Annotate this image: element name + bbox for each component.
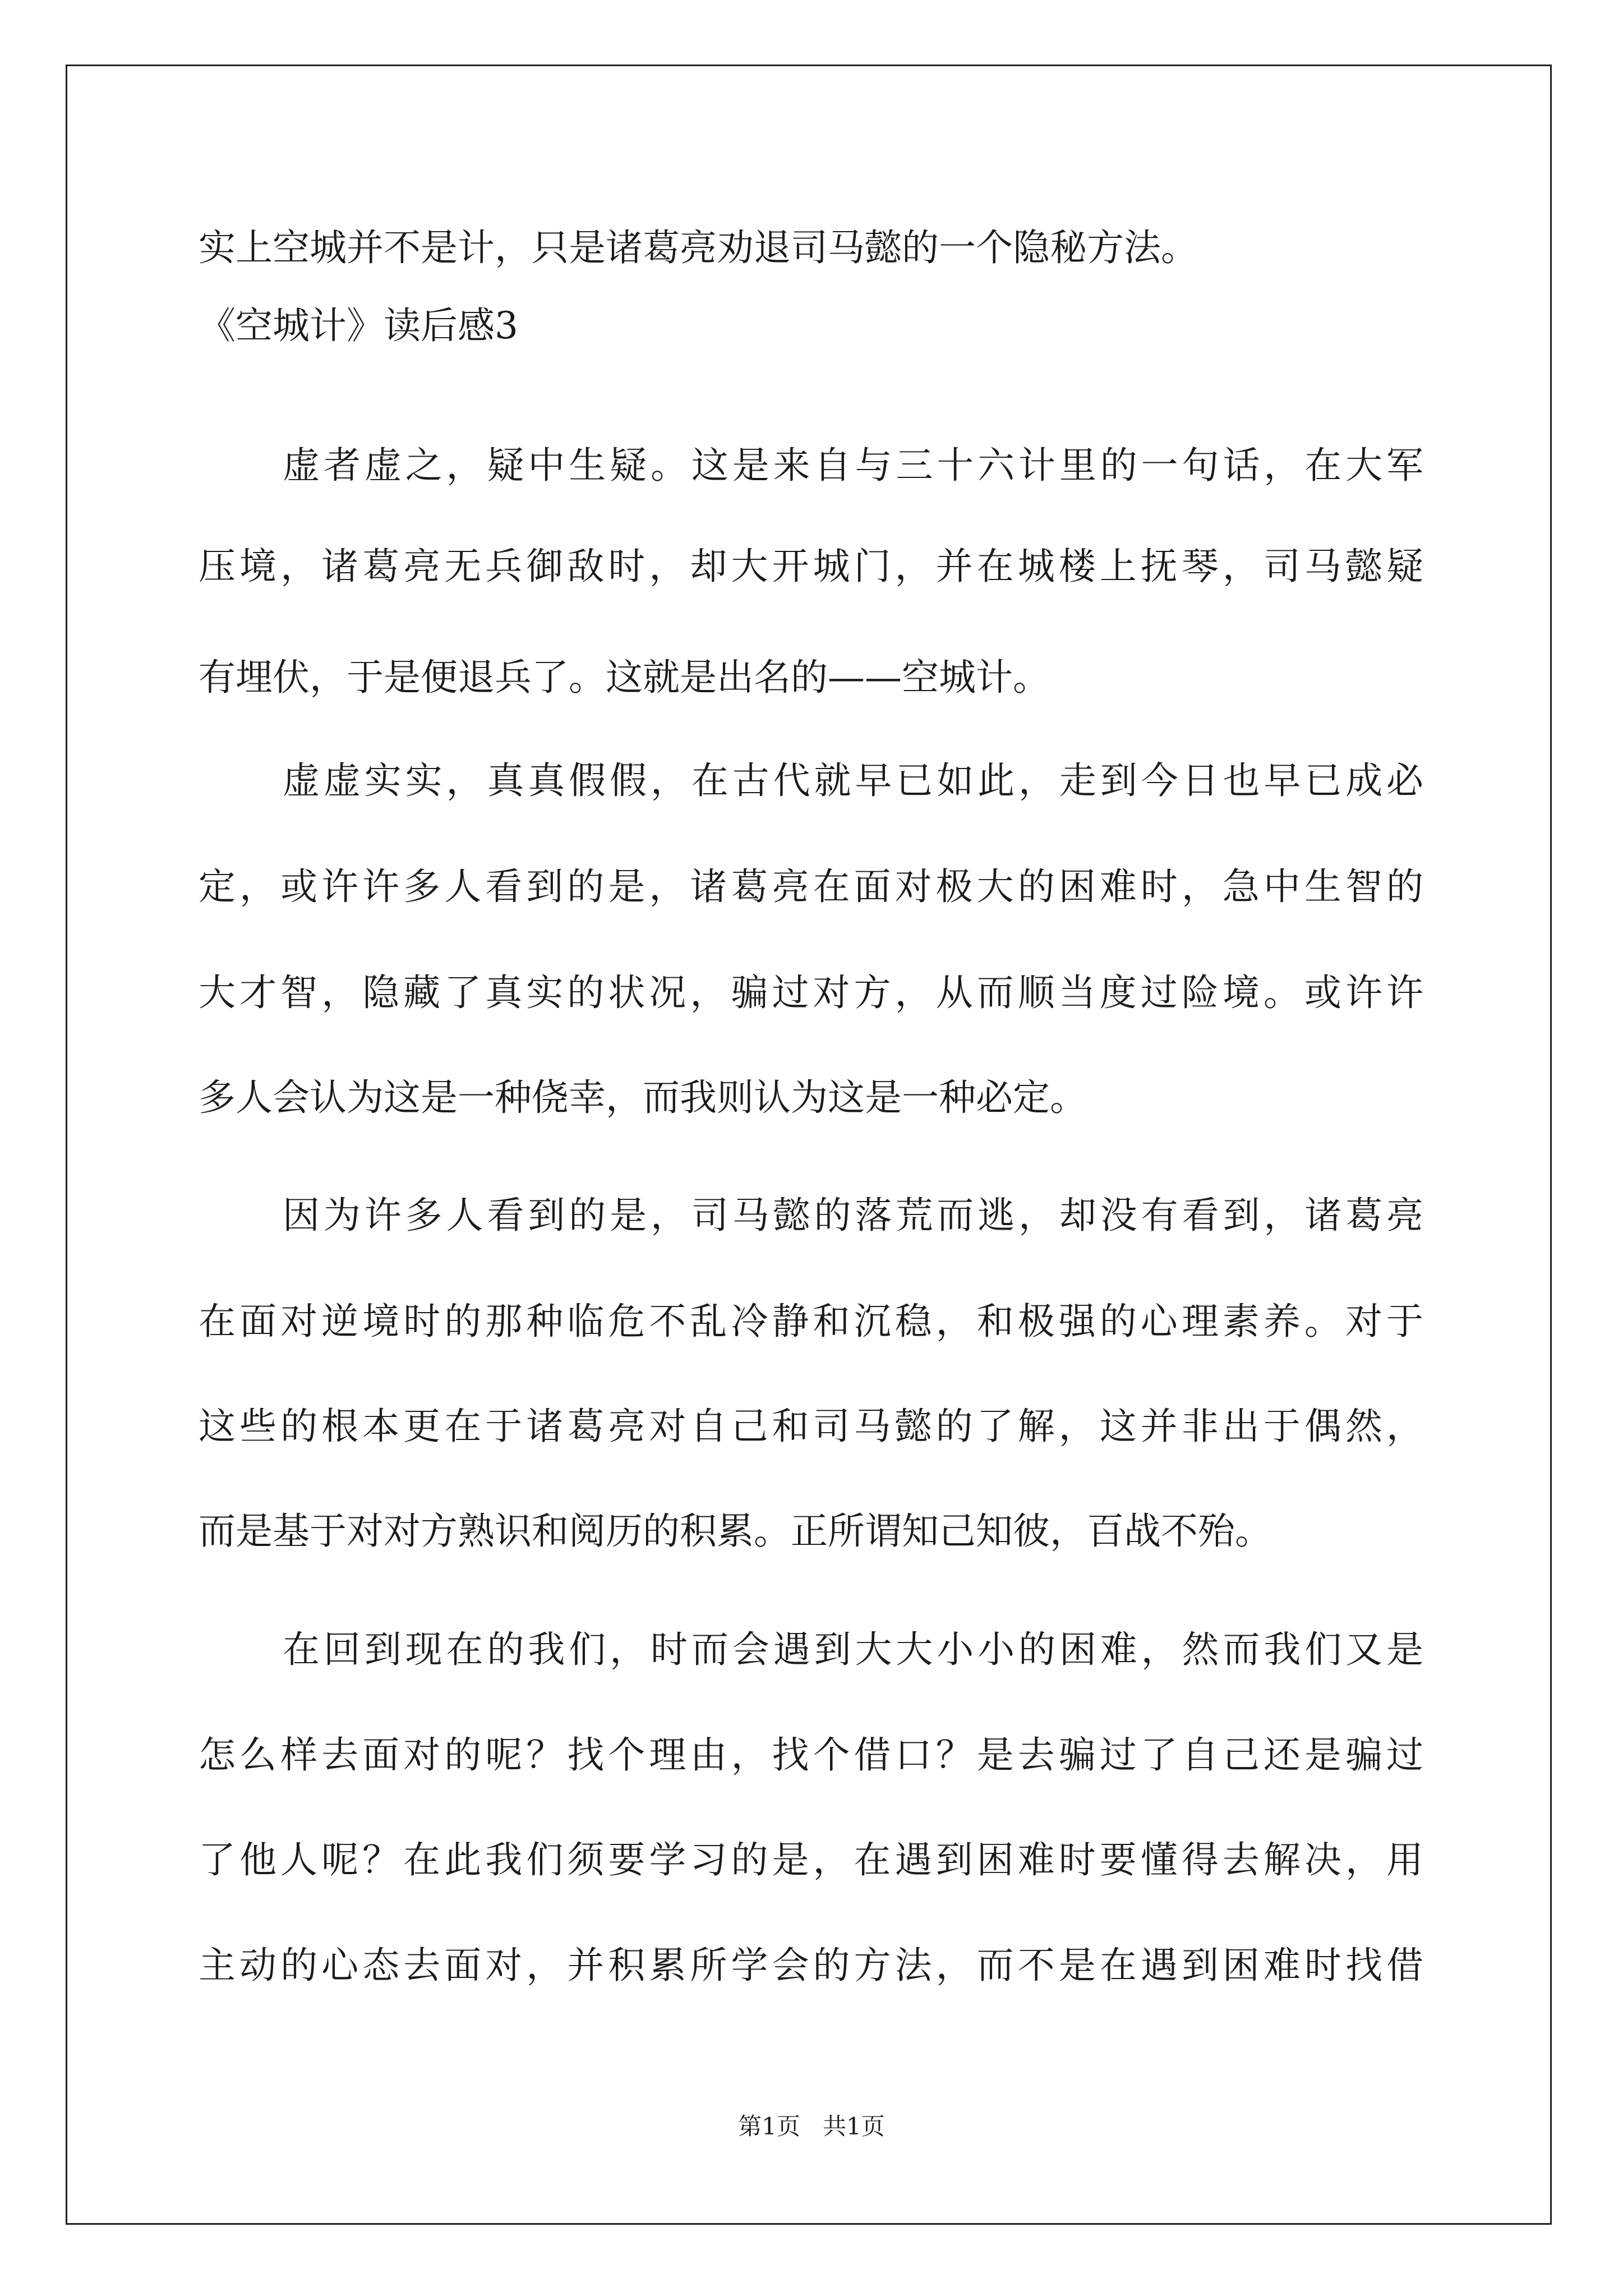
body-line-14: 在回到现在的我们，时而会遇到大大小小的困难，然而我们又是: [283, 1628, 1423, 1671]
body-line-5: 有埋伏，于是便退兵了。这就是出名的——空城计。: [199, 656, 1050, 699]
body-line-7: 定，或许许多人看到的是，诸葛亮在面对极大的困难时，急中生智的: [199, 865, 1423, 908]
body-line-9: 多人会认为这是一种侥幸，而我则认为这是一种必定。: [199, 1076, 1087, 1119]
body-line-16: 了他人呢？在此我们须要学习的是，在遇到困难时要懂得去解决，用: [199, 1838, 1423, 1881]
body-line-3: 虚者虚之，疑中生疑。这是来自与三十六计里的一句话，在大军: [283, 444, 1423, 487]
body-line-13: 而是基于对对方熟识和阅历的积累。正所谓知己知彼，百战不殆。: [199, 1510, 1272, 1553]
page-border: [66, 65, 1552, 2225]
body-line-15: 怎么样去面对的呢？找个理由，找个借口？是去骗过了自己还是骗过: [199, 1733, 1423, 1777]
body-line-1: 实上空城并不是计，只是诸葛亮劝退司马懿的一个隐秘方法。: [199, 226, 1198, 269]
body-line-11: 在面对逆境时的那种临危不乱冷静和沉稳，和极强的心理素养。对于: [199, 1300, 1423, 1343]
page-footer: 第1页 共1页: [738, 2113, 885, 2140]
body-line-6: 虚虚实实，真真假假，在古代就早已如此，走到今日也早已成必: [283, 759, 1423, 802]
body-line-8: 大才智，隐藏了真实的状况，骗过对方，从而顺当度过险境。或许许: [199, 971, 1423, 1014]
body-line-10: 因为许多人看到的是，司马懿的落荒而逃，却没有看到，诸葛亮: [283, 1194, 1423, 1237]
section-heading: 《空城计》读后感3: [199, 304, 518, 347]
body-line-12: 这些的根本更在于诸葛亮对自己和司马懿的了解，这并非出于偶然，: [199, 1405, 1423, 1448]
body-line-4: 压境，诸葛亮无兵御敌时，却大开城门，并在城楼上抚琴，司马懿疑: [199, 545, 1423, 588]
body-line-17: 主动的心态去面对，并积累所学会的方法，而不是在遇到困难时找借: [199, 1944, 1423, 1987]
